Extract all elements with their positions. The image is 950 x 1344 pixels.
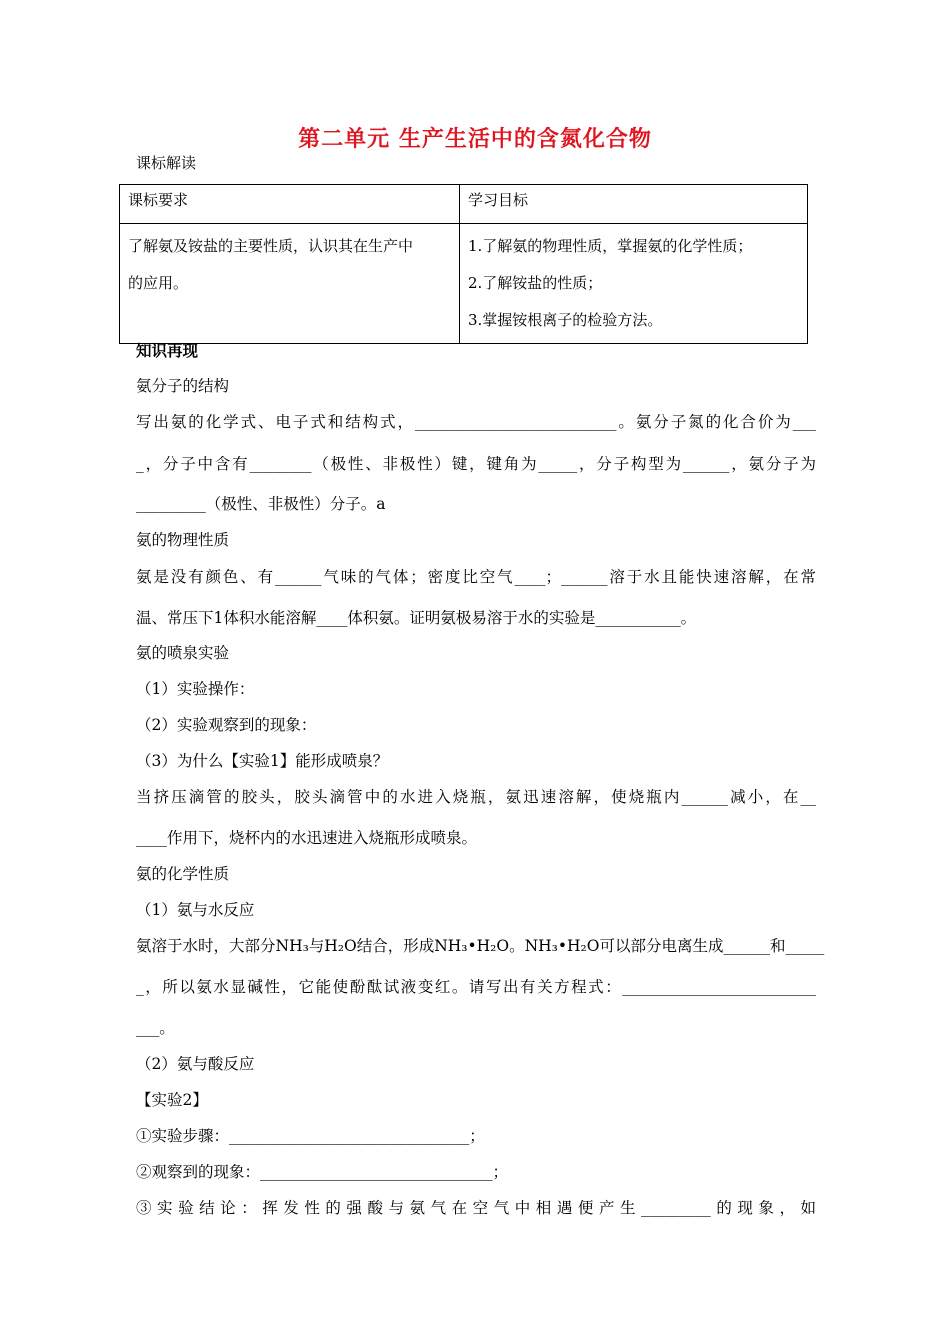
page-title: 第二单元 生产生活中的含氮化合物 [298, 127, 652, 152]
requirement-line: 了解氨及铵盐的主要性质，认识其在生产中 [128, 237, 414, 255]
table-cell-requirements [120, 224, 460, 344]
body-line: 氨是没有颜色、有______气味的气体；密度比空气____；______溶于水且能快速溶解，在常 [136, 568, 816, 586]
body-line: （1）实验操作： [136, 680, 255, 698]
table-cell-objectives [460, 224, 808, 344]
objective-line: 1.了解氨的物理性质，掌握氨的化学性质； [468, 237, 753, 255]
curriculum-heading: 课标解读 [136, 154, 197, 172]
body-line: （3）为什么【实验1】能形成喷泉？ [136, 752, 389, 770]
table-header-left: 课标要求 [120, 185, 460, 224]
body-line: _，分子中含有________（极性、非极性）键，键角为_____，分子构型为______，氨分子为 [136, 455, 816, 473]
body-line: _________（极性、非极性）分子。a [136, 495, 386, 513]
body-line: _，所以氨水显碱性，它能使酚酞试液变红。请写出有关方程式：_________________________ [136, 978, 816, 996]
curriculum-table [119, 184, 808, 344]
body-line: （2）实验观察到的现象： [136, 716, 317, 734]
section-heading: 氨的喷泉实验 [136, 644, 230, 662]
body-line: 温、常压下1体积水能溶解____体积氨。证明氨极易溶于水的实验是___________。 [136, 609, 697, 627]
section-heading: 氨分子的结构 [136, 377, 230, 395]
objective-line: 3.掌握铵根离子的检验方法。 [468, 311, 663, 329]
body-line: （1）氨与水反应 [136, 901, 255, 919]
body-line: ②观察到的现象：______________________________； [136, 1163, 509, 1181]
body-line: 当挤压滴管的胶头，胶头滴管中的水进入烧瓶，氨迅速溶解，使烧瓶内______减小，在__ [136, 788, 816, 806]
knowledge-heading: 知识再现 [136, 341, 199, 360]
table-header-right: 学习目标 [460, 185, 808, 224]
body-line: ___。 [136, 1019, 175, 1037]
requirement-line: 的应用。 [128, 274, 189, 292]
body-line: 写出氨的化学式、电子式和结构式，__________________________。氨分子氮的化合价为___ [136, 413, 816, 431]
body-line: 【实验2】 [136, 1091, 208, 1109]
objective-line: 2.了解铵盐的性质； [468, 274, 603, 292]
body-line: ③实验结论：挥发性的强酸与氨气在空气中相遇便产生_________的现象，如 [136, 1199, 816, 1217]
body-line: ①实验步骤：_______________________________； [136, 1127, 485, 1145]
section-heading: 氨的化学性质 [136, 865, 230, 883]
section-heading: 氨的物理性质 [136, 531, 230, 549]
body-line: ____作用下，烧杯内的水迅速进入烧瓶形成喷泉。 [136, 829, 478, 847]
body-line: 氨溶于水时，大部分NH₃与H₂O结合，形成NH₃•H₂O。NH₃•H₂O可以部分电离生成______和_____ [136, 937, 825, 955]
body-line: （2）氨与酸反应 [136, 1055, 255, 1073]
